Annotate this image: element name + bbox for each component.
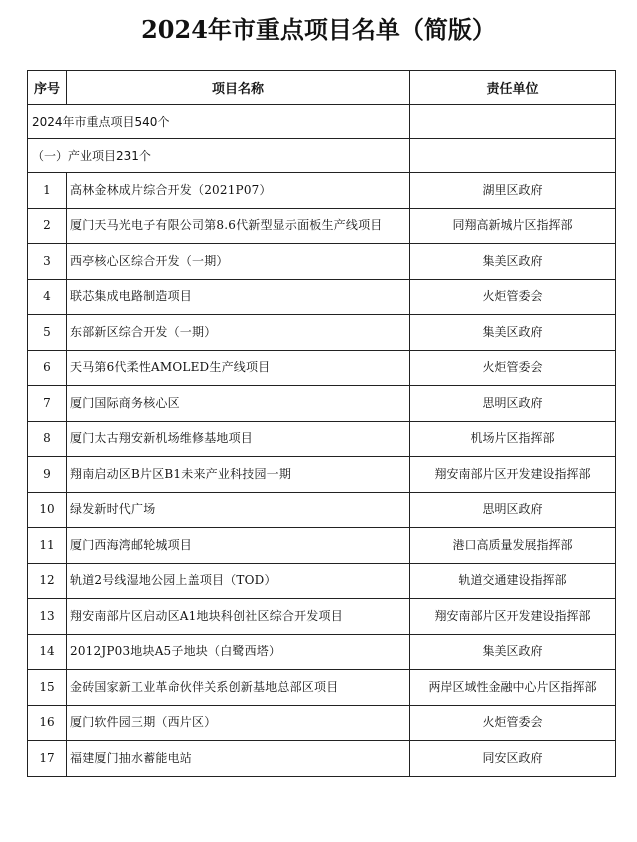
row-project-name: 厦门太古翔安新机场维修基地项目 [67,421,410,457]
table-row [28,244,616,280]
row-project-name: 福建厦门抽水蓄能电站 [67,741,410,777]
header-responsible-unit: 责任单位 [410,71,616,105]
row-number: 8 [28,421,67,457]
header-number: 序号 [28,71,67,105]
row-project-name: 绿发新时代广场 [67,492,410,528]
row-responsible-unit: 轨道交通建设指挥部 [410,563,616,599]
row-number: 6 [28,350,67,386]
row-project-name: 厦门西海湾邮轮城项目 [67,528,410,564]
section-title-industry: （一）产业项目231个 [28,139,410,173]
table-row [28,741,616,777]
table-row [28,173,616,209]
table-row [28,457,616,493]
row-project-name: 西亭核心区综合开发（一期） [67,244,410,280]
row-responsible-unit: 同翔高新城片区指挥部 [410,208,616,244]
row-responsible-unit: 集美区政府 [410,315,616,351]
row-number: 5 [28,315,67,351]
row-project-name: 翔南启动区B片区B1未来产业科技园一期 [67,457,410,493]
row-number: 14 [28,634,67,670]
row-responsible-unit: 集美区政府 [410,634,616,670]
row-number: 1 [28,173,67,209]
header-project-name: 项目名称 [67,71,410,105]
row-number: 10 [28,492,67,528]
row-number: 13 [28,599,67,635]
row-number: 3 [28,244,67,280]
table-row [28,492,616,528]
section-row-industry [28,139,616,173]
row-project-name: 2012JP03地块A5子地块（白鹭西塔） [67,634,410,670]
row-responsible-unit: 同安区政府 [410,741,616,777]
row-responsible-unit: 翔安南部片区开发建设指挥部 [410,599,616,635]
row-project-name: 东部新区综合开发（一期） [67,315,410,351]
table-row [28,421,616,457]
row-number: 4 [28,279,67,315]
table-row [28,386,616,422]
table-row [28,279,616,315]
row-responsible-unit: 港口高质量发展指挥部 [410,528,616,564]
row-number: 7 [28,386,67,422]
table-row [28,528,616,564]
table-row [28,670,616,706]
section-title-total: 2024年市重点项目540个 [28,105,410,139]
row-responsible-unit: 集美区政府 [410,244,616,280]
row-responsible-unit: 火炬管委会 [410,350,616,386]
row-project-name: 翔安南部片区启动区A1地块科创社区综合开发项目 [67,599,410,635]
page-title: 2024年市重点项目名单（简版） [141,15,496,44]
row-responsible-unit: 思明区政府 [410,386,616,422]
row-number: 11 [28,528,67,564]
row-project-name: 厦门国际商务核心区 [67,386,410,422]
row-project-name: 联芯集成电路制造项目 [67,279,410,315]
section-empty-cell [410,105,616,139]
table-row [28,634,616,670]
row-project-name: 厦门天马光电子有限公司第8.6代新型显示面板生产线项目 [67,208,410,244]
table-row [28,315,616,351]
row-project-name: 天马第6代柔性AMOLED生产线项目 [67,350,410,386]
row-project-name: 厦门软件园三期（西片区） [67,705,410,741]
row-responsible-unit: 湖里区政府 [410,173,616,209]
row-responsible-unit: 翔安南部片区开发建设指挥部 [410,457,616,493]
table-row [28,563,616,599]
row-number: 15 [28,670,67,706]
table-row [28,350,616,386]
table-row [28,599,616,635]
row-responsible-unit: 火炬管委会 [410,279,616,315]
row-responsible-unit: 思明区政府 [410,492,616,528]
project-table [27,70,616,777]
row-responsible-unit: 机场片区指挥部 [410,421,616,457]
table-row [28,705,616,741]
section-empty-cell [410,139,616,173]
row-number: 12 [28,563,67,599]
row-number: 17 [28,741,67,777]
table-row [28,208,616,244]
section-row-total [28,105,616,139]
row-responsible-unit: 火炬管委会 [410,705,616,741]
row-number: 16 [28,705,67,741]
row-project-name: 金砖国家新工业革命伙伴关系创新基地总部区项目 [67,670,410,706]
table-header-row [28,71,616,105]
row-number: 2 [28,208,67,244]
row-responsible-unit: 两岸区域性金融中心片区指挥部 [410,670,616,706]
row-number: 9 [28,457,67,493]
row-project-name: 轨道2号线湿地公园上盖项目（TOD） [67,563,410,599]
row-project-name: 高林金林成片综合开发（2021P07） [67,173,410,209]
